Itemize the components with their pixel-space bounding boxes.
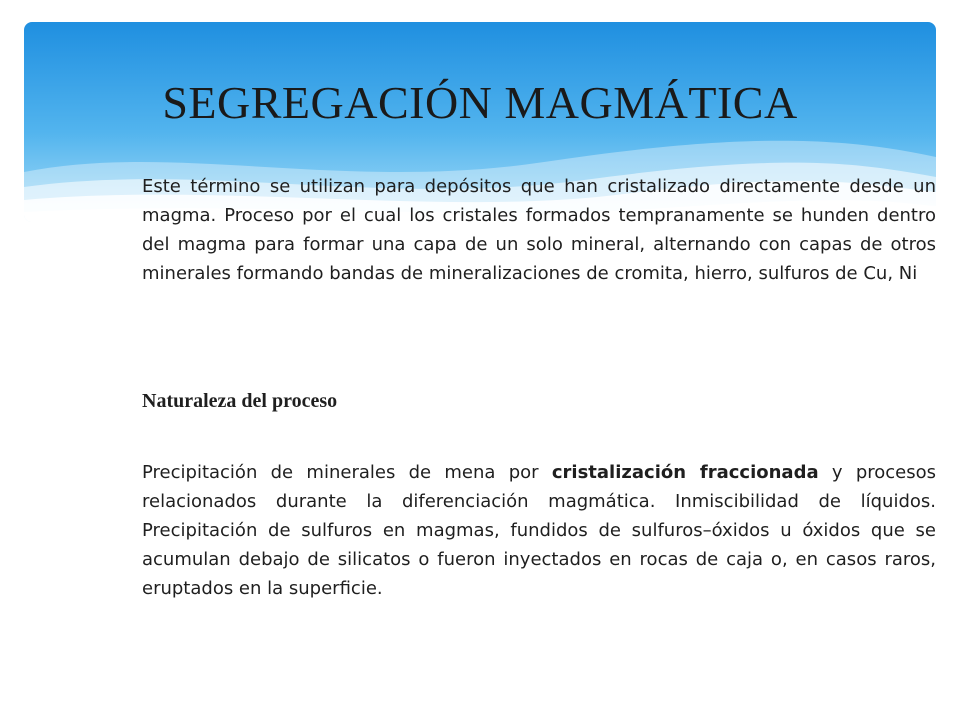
process-text-bold: cristalización fraccionada (551, 462, 819, 483)
section-heading: Naturaleza del proceso (142, 390, 338, 412)
process-text-part1: Precipitación de minerales de mena por (142, 462, 552, 483)
process-text-part2: y procesos relacionados durante la diferenciación magmática. Inmiscibilidad de líquidos. Precipitación de sulfuros en magmas, fundidos de sulfuros–óxidos u óxidos que se acumulan debajo de silicatos o fueron inyectados en rocas de caja o, en casos raros, eruptados en la superficie. (142, 462, 937, 599)
slide-title: SEGREGACIÓN MAGMÁTICA (162, 77, 798, 128)
process-paragraph (142, 458, 936, 603)
intro-paragraph: Este término se utilizan para depósitos que han cristalizado directamente desde un magma. Proceso por el cual los cristales formados tempranamente se hunden dentro del magma para formar una capa de un solo mineral, alternando con capas de otros minerales formando bandas de mineralizaciones de cromita, hierro, sulfuros de Cu, Ni (142, 176, 936, 284)
